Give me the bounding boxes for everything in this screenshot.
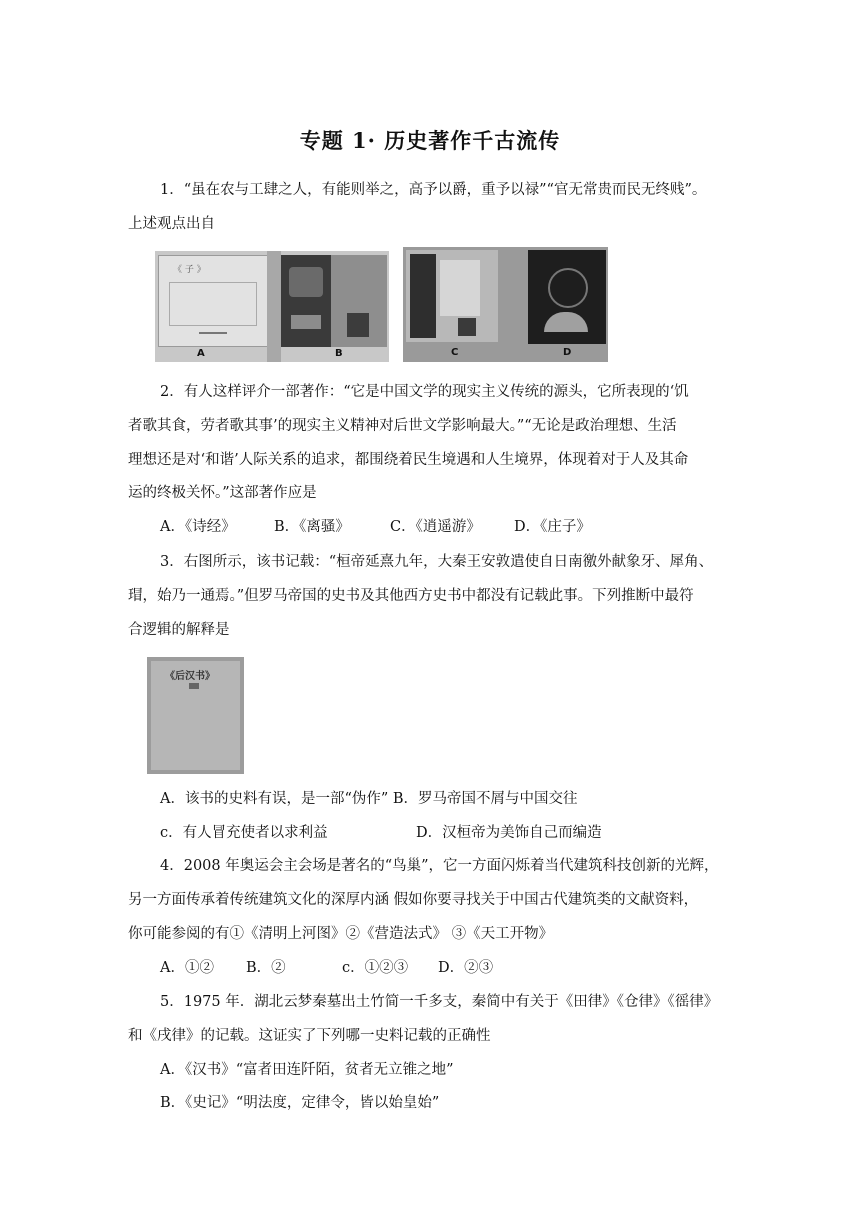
q2-line-2: 者歌其食，劳者歌其事’的现实主义精神对后世文学影响最大。”“无论是政治理想、生活: [128, 418, 677, 434]
q3-options-row-1: [160, 789, 770, 809]
q2-line-3: 理想还是对‘和谐’人际关系的追求，都围绕着民生境遇和人生境界，体现着对于人及其命: [128, 452, 689, 468]
q2-option-b: B．《离骚》: [274, 519, 350, 535]
image-label-b: B: [335, 348, 343, 359]
q3-option-c: c．有人冒充使者以求利益: [160, 825, 328, 841]
q4-option-c: c．①②③: [342, 960, 409, 976]
q1-line-2: 上述观点出自: [128, 216, 215, 232]
q3-options-row-2: [160, 823, 770, 843]
q3-option-a: A．该书的史料有误，是一部“伪作”: [160, 791, 389, 807]
q5-option-a: A．《汉书》“富者田连阡陌，贫者无立锥之地”: [160, 1062, 454, 1078]
q3-line-3: 合逻辑的解释是: [128, 622, 230, 638]
q2-option-d: D．《庄子》: [514, 519, 591, 535]
q1-image-cd: [403, 247, 608, 362]
book-cover-d: [528, 250, 606, 344]
q3-book-title: 《后汉书》: [165, 671, 215, 682]
q2-options: [160, 517, 770, 537]
q2-line-1: 2．有人这样评介一部著作：“它是中国文学的现实主义传统的源头，它所表现的‘饥: [160, 384, 689, 400]
image-label-c: C: [451, 347, 459, 358]
book-cover-c: [406, 250, 498, 342]
book-cover-a: 《 子 》: [158, 255, 268, 347]
book-cover-b: [281, 255, 331, 347]
q3-line-1: 3．右图所示，该书记载：“桓帝延熹九年，大秦王安敦遣使自日南徼外献象牙、犀角、: [160, 554, 714, 570]
q4-options: [160, 958, 770, 978]
q4-option-a: A．①②: [160, 960, 214, 976]
q4-option-d: D．②③: [438, 960, 494, 976]
q1-line-1: 1．“虽在农与工肆之人，有能则举之，高予以爵，重予以禄”“官无常贵而民无终贱”。: [160, 182, 707, 198]
q2-option-c: C．《逍遥游》: [390, 519, 481, 535]
image-label-d: D: [563, 347, 572, 358]
q3-option-b: B．罗马帝国不屑与中国交往: [392, 791, 578, 807]
book-cover-stripe: [267, 251, 281, 362]
image-label-a: A: [197, 348, 205, 359]
q2-option-a: A．《诗经》: [160, 519, 236, 535]
q4-option-b: B．②: [246, 960, 286, 976]
q1-image-ab: [155, 251, 389, 362]
q2-line-4: 运的终极关怀。”这部著作应是: [128, 485, 317, 501]
page-title: 专题 1· 历史著作千古流传: [299, 128, 561, 153]
q3-line-2: 瑁，始乃一通焉。”但罗马帝国的史书及其他西方史书中都没有记载此事。下列推断中最符: [128, 588, 694, 604]
q5-line-2: 和《戌律》的记载。这证实了下列哪一史料记载的正确性: [128, 1028, 491, 1044]
book-cover-b-side: [331, 255, 387, 347]
q5-option-b: B．《史记》“明法度，定律令，皆以始皇始”: [160, 1095, 440, 1111]
q5-line-1: 5．1975 年．湖北云梦秦墓出土竹简一千多支，秦简中有关于《田律》《仓律》《徭律》: [160, 994, 719, 1010]
q4-line-3: 你可能参阅的有①《清明上河图》②《营造法式》 ③《天工开物》: [128, 926, 554, 942]
q4-line-2: 另一方面传承着传统建筑文化的深厚内涵 假如你要寻找关于中国古代建筑类的文献资料，: [128, 892, 699, 908]
q3-option-d: D．汉桓帝为美饰自己而编造: [416, 825, 602, 841]
q3-book-image: [147, 657, 244, 774]
q4-line-1: 4．2008 年奥运会主会场是著名的“鸟巢”，它一方面闪烁着当代建筑科技创新的光辉，: [160, 858, 719, 874]
